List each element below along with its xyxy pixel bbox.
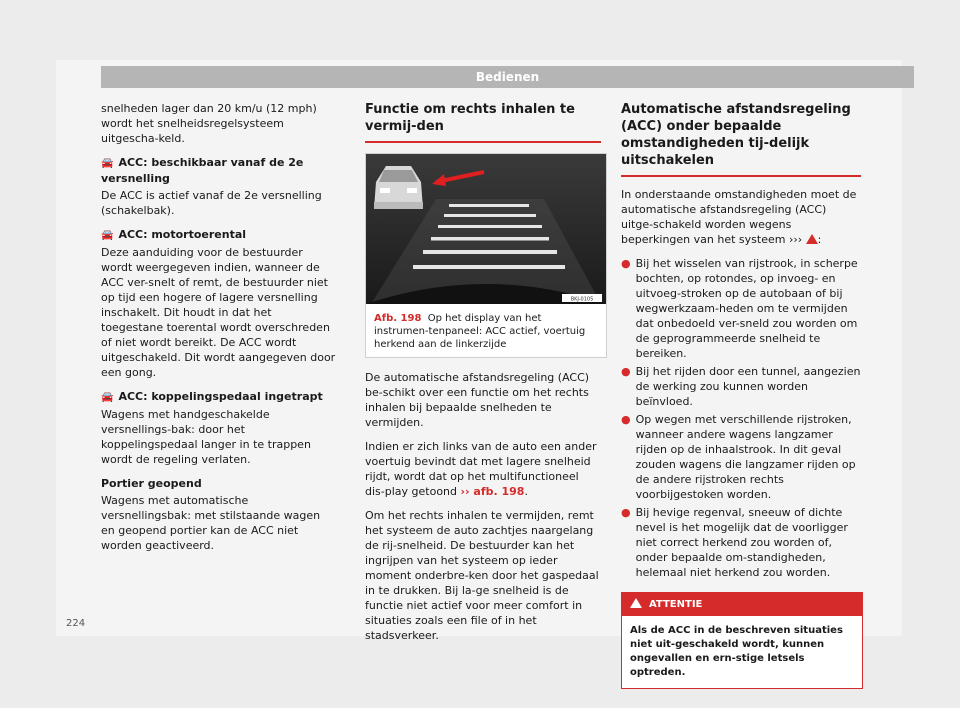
figure-198	[365, 153, 607, 358]
para-1: De automatische afstandsregeling (ACC) be-schikt over een functie om het rechts inhalen bij bepaalde snelheden te vermijden.	[365, 371, 590, 429]
column-middle	[365, 101, 601, 652]
list-item: ● Bij hevige regenval, sneeuw of dichte nevel is het mogelijk dat de voorligger niet correct herkend zou worden of, onder bepaalde om-standigheden, helemaal niet herkend zou worden.	[621, 506, 848, 579]
figure-ref-link[interactable]: ›› afb. 198	[460, 485, 525, 498]
text-portier: Wagens met automatische versnellingsbak: met stilstaande wagen en geopend portier kan de ACC niet worden geactiveerd.	[101, 494, 321, 552]
intro-text: snelheden lager dan 20 km/u (12 mph) wordt het snelheidsregelsysteem uitgescha-keld.	[101, 102, 317, 145]
column-right	[621, 101, 861, 689]
text-acc-gear: De ACC is actief vanaf de 2e versnelling (schakelbak).	[101, 189, 322, 217]
attention-text: Als de ACC in de beschreven situaties niet uit-geschakeld wordt, kunnen ongevallen en ern-stige letsels optreden.	[630, 625, 843, 678]
text-acc-rpm: Deze aanduiding voor de bestuurder wordt weergegeven indien, wanneer de ACC ver-snelt of remt, de bestuurder niet op tijd een hogere of lagere versnelling inschakelt. Dit houdt in dat het toegestane toerental wordt overschreden of niet wordt bereikt. De ACC wordt uitgeschakeld. Dit wordt aangegeven door een gong.	[101, 246, 336, 379]
subhead-acc-rpm: 🚘 ACC: motortoerental	[101, 228, 247, 241]
list-item: ● Bij het rijden door een tunnel, aangezien de werking zou kunnen worden beïnvloed.	[621, 365, 861, 408]
car-icon: 🚘	[101, 230, 114, 241]
attention-header: ATTENTIE	[622, 593, 862, 616]
para-3: Om het rechts inhalen te vermijden, remt het systeem de auto zachtjes naargelang de rij-snelheid. De bestuurder kan het ingrijpen van het systeem op ieder moment onderbre-ken door het gaspedaal in te drukken. Bij la-ge snelheid is de functie niet actief voor meer comfort in situaties zoals een file of in het stadsverkeer.	[365, 509, 599, 642]
section-header: Bedienen	[101, 66, 914, 88]
intro-acc-uitschakelen: In onderstaande omstandigheden moet de automatische afstandsregeling (ACC) uitge-schakeld worden wegens beperkingen van het systeem ››› :	[621, 188, 857, 246]
attention-box	[621, 592, 863, 689]
subhead-acc-clutch: 🚘 ACC: koppelingspedaal ingetrapt	[101, 390, 323, 403]
car-icon: 🚘	[101, 392, 114, 403]
car-icon: 🚘	[101, 158, 114, 169]
column-left	[101, 101, 337, 562]
warning-icon	[806, 234, 818, 244]
subhead-acc-gear: 🚘 ACC: beschikbaar vanaf de 2e versnelling	[101, 156, 304, 185]
para-2: Indien er zich links van de auto een ander voertuig bevindt dat met lagere snelheid rijdt, wordt dat op het multifunctioneel dis-play getoond ›› afb. 198.	[365, 440, 597, 498]
manual-page	[56, 60, 902, 678]
display-illustration	[366, 154, 606, 304]
subhead-portier: Portier geopend	[101, 477, 202, 490]
figure-code: BKJ-0105	[570, 296, 594, 303]
road-display-svg	[366, 154, 606, 304]
section-title-acc-uitschakelen: Automatische afstandsregeling (ACC) onder bepaalde omstandigheden tij-delijk uitschakelen	[621, 101, 861, 177]
list-item: ● Bij het wisselen van rijstrook, in scherpe bochten, op rotondes, op invoeg- en uitvoeg-stroken op de autobaan of bij wegwerkzaam-heden om te vermijden dat onbedoeld ver-sneld zou worden om de geprogrammeerde snelheid te bereiken.	[621, 257, 858, 360]
warning-icon	[630, 598, 642, 608]
list-item: ● Op wegen met verschillende rijstroken, wanneer andere wagens langzamer rijden op de inhaalstrook. In dit geval zouden wagens die langzamer rijden op de andere rijstroken rechts voorbijgestoken worden.	[621, 413, 856, 501]
page-number: 224	[66, 618, 86, 629]
text-acc-clutch: Wagens met handgeschakelde versnellings-bak: door het koppelingspedaal langer in te trappen wordt de regeling verlaten.	[101, 408, 311, 466]
section-title-rechts-inhalen: Functie om rechts inhalen te vermij-den	[365, 101, 601, 143]
figure-caption: Afb. 198 Op het display van het instrumen-tenpaneel: ACC actief, voertuig herkend aan de linkerzijde	[374, 313, 586, 350]
